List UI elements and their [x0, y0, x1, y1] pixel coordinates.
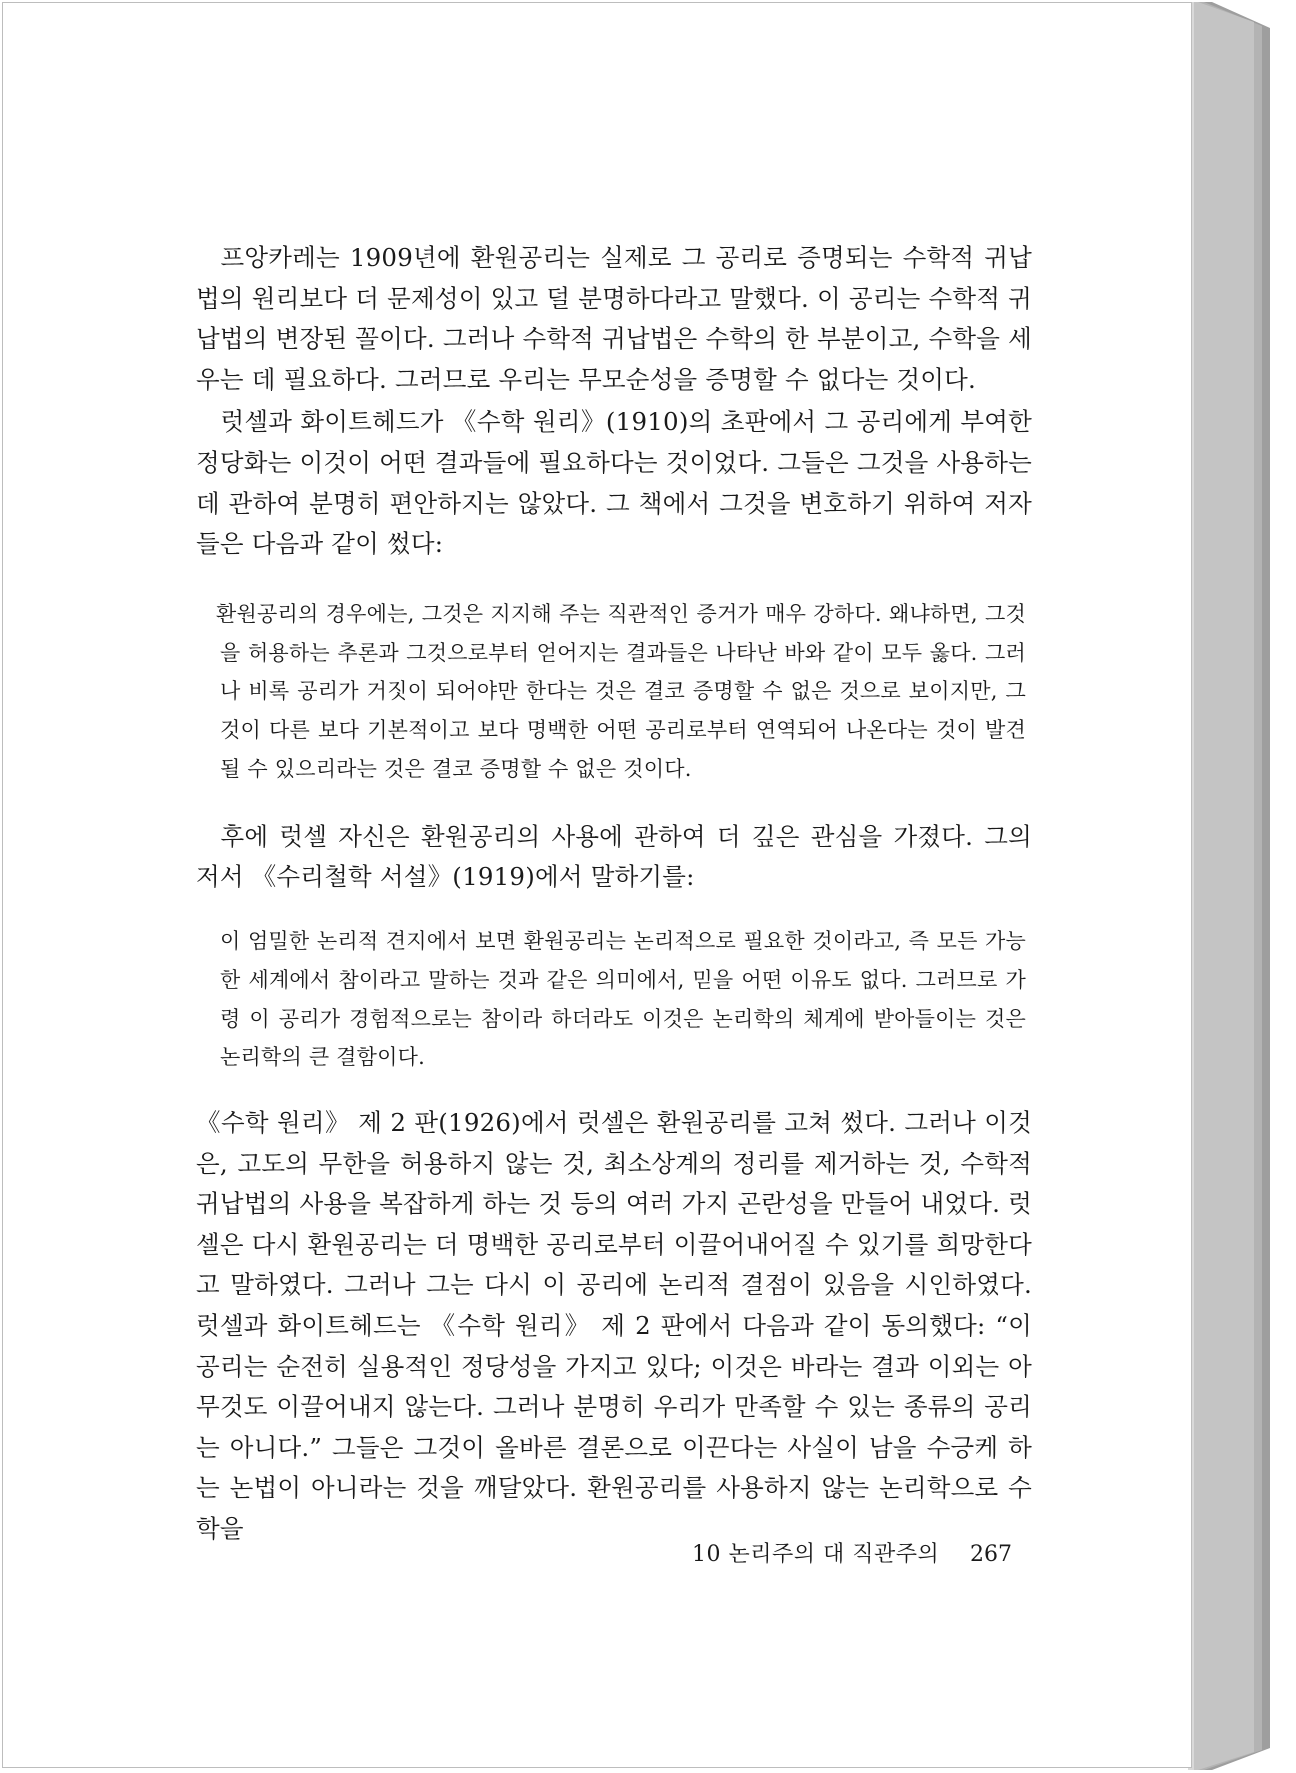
block-quote-introduction: 이 엄밀한 논리적 견지에서 보면 환원공리는 논리적으로 필요한 것이라고, 즉 모든 가능한 세계에서 참이라고 말하는 것과 같은 의미에서, 믿을 어떤 이유도 없다. 그러므로 가령 이 공리가 경험적으로는 참이라 하더라도 이것은 논리학의 체계에 받아들이는 것은 논리학의 큰 결함이다.	[220, 928, 1026, 1070]
paragraph-russell-introduction: 후에 럿셀 자신은 환원공리의 사용에 관하여 더 깊은 관심을 가졌다. 그의 저서 《수리철학 서설》(1919)에서 말하기를:	[196, 821, 1032, 892]
running-head: 10 논리주의 대 직관주의	[692, 1542, 940, 1567]
paragraph-poincare: 프앙카레는 1909년에 환원공리는 실제로 그 공리로 증명되는 수학적 귀납법의 원리보다 더 문제성이 있고 덜 분명하다라고 말했다. 이 공리는 수학적 귀납법의 변장된 꼴이다. 그러나 수학적 귀납법은 수학의 한 부분이고, 수학을 세우는 데 필요하다. 그러므로 우리는 무모순성을 증명할 수 없다는 것이다.	[196, 243, 1032, 394]
page-number: 267	[970, 1542, 1012, 1567]
block-quote-principia: 환원공리의 경우에는, 그것은 지지해 주는 직관적인 증거가 매우 강하다. 왜냐하면, 그것을 허용하는 추론과 그것으로부터 얻어지는 결과들은 나타난 바와 같이 모두 옳다. 그러나 비록 공리가 거짓이 되어야만 한다는 것은 결코 증명할 수 없은 것으로 보이지만, 그것이 다른 보다 기본적이고 보다 명백한 어떤 공리로부터 연역되어 나온다는 것이 발견될 수 있으리라는 것은 결코 증명할 수 없은 것이다.	[216, 601, 1026, 781]
page-footer	[692, 1540, 1012, 1570]
page-body	[196, 238, 1032, 1550]
paragraph-russell-whitehead: 럿셀과 화이트헤드가 《수학 원리》(1910)의 초판에서 그 공리에게 부여한 정당화는 이것이 어떤 결과들에 필요하다는 것이었다. 그들은 그것을 사용하는 데 관하여 분명히 편안하지는 않았다. 그 책에서 그것을 변호하기 위하여 저자들은 다음과 같이 썼다:	[196, 407, 1032, 559]
paragraph-second-edition: 《수학 원리》 제 2 판(1926)에서 럿셀은 환원공리를 고쳐 썼다. 그러나 이것은, 고도의 무한을 허용하지 않는 것, 최소상계의 정리를 제거하는 것, 수학적 귀납법의 사용을 복잡하게 하는 것 등의 여러 가지 곤란성을 만들어 내었다. 럿셀은 다시 환원공리는 더 명백한 공리로부터 이끌어내어질 수 있기를 희망한다고 말하였다. 그러나 그는 다시 이 공리에 논리적 결점이 있음을 시인하였다. 럿셀과 화이트헤드는 《수학 원리》 제 2 판에서 다음과 같이 동의했다: “이 공리는 순전히 실용적인 정당성을 가지고 있다; 이것은 바라는 결과 이외는 아무것도 이끌어내지 않는다. 그러나 분명히 우리가 만족할 수 있는 종류의 공리는 아니다.” 그들은 그것이 올바른 결론으로 이끈다는 사실이 남을 수긍케 하는 논법이 아니라는 것을 깨달았다. 환원공리를 사용하지 않는 논리학으로 수학을	[196, 1108, 1032, 1544]
